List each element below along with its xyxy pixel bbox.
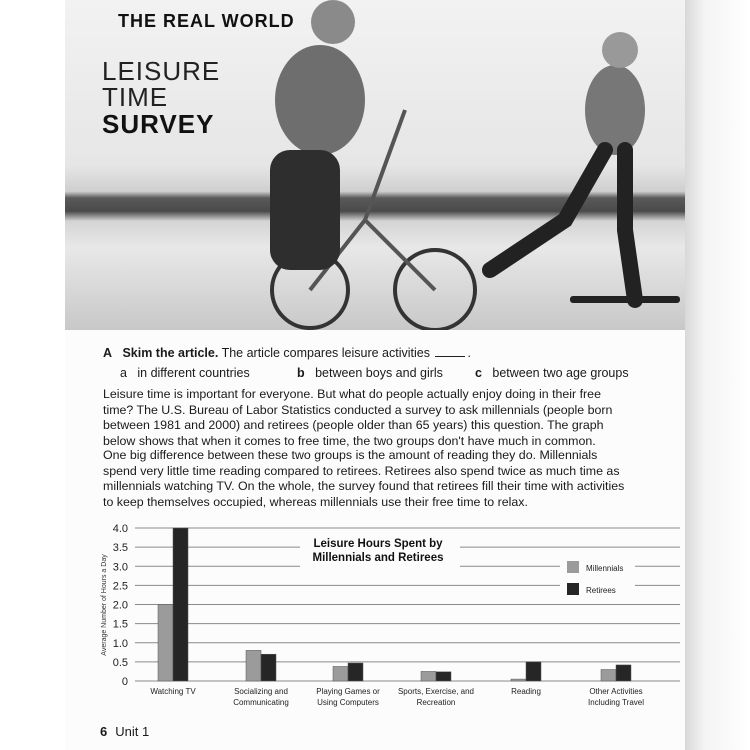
bar-millennials [158,605,173,682]
unit-label: Unit 1 [115,724,150,739]
chart-title: Leisure Hours Spent by [313,538,443,550]
y-tick-label: 3.5 [112,542,128,555]
bar-millennials [246,650,261,681]
legend-swatch-retirees [567,583,579,595]
option-letter: b [297,366,305,380]
bar-retirees [526,662,541,681]
bar-millennials [333,666,348,681]
y-tick-label: 1.0 [112,637,128,650]
section-heading: THE REAL WORLD [118,11,295,31]
title-line-3: SURVEY [102,109,215,139]
bar-millennials [601,670,616,681]
bar-retirees [348,663,363,681]
x-tick-label: Watching TV [150,687,196,696]
question-prompt: The article compares leisure activities [221,346,430,360]
question-letter: A [103,346,113,360]
question-a: A Skim the article. The article compares leisure activities . [103,346,471,360]
bar-retirees [261,654,276,681]
title-line-2: TIME [102,82,169,112]
x-tick-label: Socializing and [234,687,288,696]
option-letter: a [120,366,127,380]
bar-millennials [421,671,436,681]
y-tick-label: 0 [121,676,128,688]
x-tick-label: Communicating [233,698,289,707]
option-letter: c [475,366,482,380]
article-paragraph-1: Leisure time is important for everyone. But what do people actually enjoy doing in their free time? The U.S. Bureau of Labor Statistics conducted a survey to ask millennials (people born between 1981 and 2000) and retirees (people older than 65 years) this question. The graph below shows that when it comes to free time, the two groups don't have much in common. [103,387,613,448]
x-tick-label: Other Activities [589,687,643,696]
page-number: 6 [100,724,108,739]
article-paragraph-2: One big difference between these two groups is the amount of reading they do. Millennials spend very little time reading compared to retirees. Retirees also spend twice as much time as millennials watching TV. On the whole, the survey found that retirees fill their time with activities to keep themselves occupied, whereas millennials use their free time to relax. [103,448,625,509]
bar-retirees [616,665,631,681]
y-tick-label: 4.0 [112,523,128,535]
x-tick-label: Sports, Exercise, and [397,687,475,696]
title-line-1: LEISURE [102,56,221,86]
option-text: in different countries [137,366,250,380]
y-tick-label: 2.0 [112,599,128,612]
y-tick-label: 1.5 [112,618,128,631]
legend-label-retirees: Retirees [586,586,616,595]
y-tick-label: 0.5 [112,656,128,669]
bar-retirees [436,672,451,681]
legend-label-millennials: Millennials [586,564,624,573]
x-tick-label: Playing Games or [316,687,380,696]
y-axis-label: Average Number of Hours a Day [101,554,108,656]
bar-millennials [511,679,526,681]
y-tick-label: 3.0 [112,561,128,574]
y-tick-label: 2.5 [112,580,128,593]
legend-swatch-millennials [567,561,579,573]
option-text: between boys and girls [315,366,443,380]
footer [100,724,149,739]
chart-title: Millennials and Retirees [312,552,444,564]
x-tick-label: Reading [511,687,541,696]
bar-retirees [173,528,188,681]
x-tick-label: Recreation [416,698,456,707]
x-tick-label: Using Computers [317,698,379,707]
x-tick-label: Including Travel [587,698,645,707]
option-text: between two age groups [492,366,629,380]
question-instruction: Skim the article. [122,346,219,360]
